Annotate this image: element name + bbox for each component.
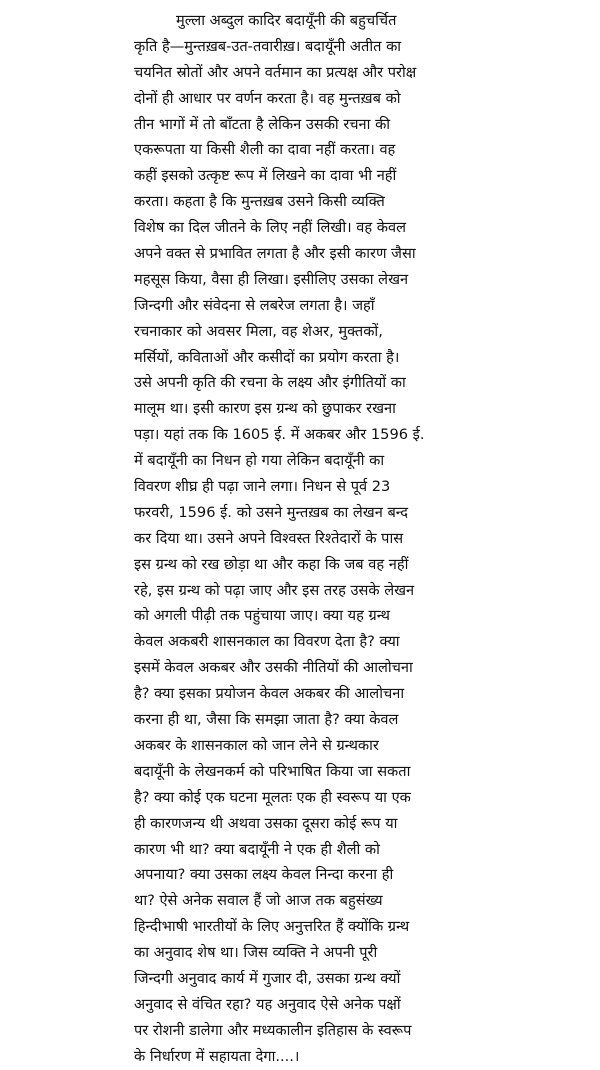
text-line: कृति है—मुन्तख़ब-उत-तवारीख़। बदायूँनी अतीत का [134, 37, 402, 55]
text-line: में बदायूँनी का निधन हो गया लेकिन बदायूँनी का [134, 452, 385, 470]
text-line: के निर्धारण में सहायता देगा....। [134, 1047, 300, 1065]
text-line: जिन्दगी अनुवाद कार्य में गुजार दी, उसका ग्रन्थ क्यों [134, 969, 401, 987]
text-line: अकबर के शासनकाल को जान लेने से ग्रन्थकार [134, 736, 379, 754]
text-line: कर दिया था। उसने अपने विश्वस्त रिश्तेदारों के पास [134, 529, 404, 547]
paragraph [134, 8, 462, 1070]
text-line: कारण भी था? क्या बदायूँनी ने एक ही शैली को [134, 840, 380, 858]
text-line: मालूम था। इसी कारण इस ग्रन्थ को छुपाकर रखना [134, 400, 396, 418]
text-line: था? ऐसे अनेक सवाल हैं जो आज तक बहुसंख्य [134, 892, 383, 910]
text-line: रचनाकार को अवसर मिला, वह शेअर, मुक्तकों, [134, 322, 383, 340]
text-line: दोनों ही आधार पर वर्णन करता है। वह मुन्तख़ब को [134, 89, 401, 107]
text-line: एकरूपता या किसी शैली का दावा नहीं करता। वह [134, 141, 396, 159]
text-line: करना ही था, जैसा कि समझा जाता है? क्या केवल [134, 711, 399, 729]
text-line: पर रोशनी डालेगा और मध्यकालीन इतिहास के स्वरूप [134, 1021, 412, 1039]
text-line: को अगली पीढ़ी तक पहुंचाया जाए। क्या यह ग्रन्थ [134, 607, 390, 625]
text-line: फरवरी, 1596 ई. को उसने मुन्तख़ब का लेखन बन्द [134, 503, 409, 521]
text-line: बदायूँनी के लेखनकर्म को परिभाषित किया जा सकता [134, 762, 411, 780]
text-line: चयनित स्रोतों और अपने वर्तमान का प्रत्यक्ष और परोक्ष [134, 63, 417, 81]
text-line: महसूस किया, वैसा ही लिखा। इसीलिए उसका लेखन [134, 270, 409, 288]
text-line: का अनुवाद शेष था। जिस व्यक्ति ने अपनी पूरी [134, 944, 378, 962]
text-line: अपनाया? क्या उसका लक्ष्य केवल निन्दा करना ही [134, 866, 394, 884]
text-line: है? क्या कोई एक घटना मूलतः एक ही स्वरूप या एक [134, 788, 411, 806]
text-line: अपने वक्त से प्रभावित लगता है और इसी कारण जैसा [134, 245, 416, 263]
text-line: हिन्दीभाषी भारतीयों के लिए अनुत्तरित हैं क्योंकि ग्रन्थ [134, 918, 410, 936]
text-line: विशेष का दिल जीतने के लिए नहीं लिखी। वह केवल [134, 219, 407, 237]
text-line: जिन्दगी और संवेदना से लबरेज लगता है। जहाँ [134, 296, 375, 314]
text-line: है? क्या इसका प्रयोजन केवल अकबर की आलोचना [134, 685, 405, 703]
text-line: उसे अपनी कृति की रचना के लक्ष्य और इंगीतियों का [134, 374, 406, 392]
text-line: केवल अकबरी शासनकाल का विवरण देता है? क्या [134, 633, 400, 651]
text-line: पड़ा। यहां तक कि 1605 ई. में अकबर और 1596 ई. [134, 426, 425, 444]
text-line: रहे, इस ग्रन्थ को पढ़ा जाए और इस तरह उसके लेखन [134, 581, 415, 599]
text-line: अनुवाद से वंचित रहा? यह अनुवाद ऐसे अनेक पक्षों [134, 995, 401, 1013]
text-line: मर्सियों, कविताओं और कसीदों का प्रयोग करता है। [134, 348, 400, 366]
text-line: ही कारणजन्य थी अथवा उसका दूसरा कोई रूप या [134, 814, 398, 832]
text-line: मुल्ला अब्दुल कादिर बदायूँनी की बहुचर्चित [176, 12, 397, 29]
text-line: कहीं इसको उत्कृष्ट रूप में लिखने का दावा भी नहीं [134, 167, 397, 185]
text-line: तीन भागों में तो बाँटता है लेकिन उसकी रचना की [134, 115, 391, 133]
text-line: इस ग्रन्थ को रख छोड़ा था और कहा कि जब वह नहीं [134, 555, 409, 573]
text-line: इसमें केवल अकबर और उसकी नीतियों की आलोचना [134, 659, 413, 677]
text-line: करता। कहता है कि मुन्तख़ब उसने किसी व्यक्ति [134, 193, 385, 211]
text-line: विवरण शीघ्र ही पढ़ा जाने लगा। निधन से पूर्व 23 [134, 478, 391, 496]
